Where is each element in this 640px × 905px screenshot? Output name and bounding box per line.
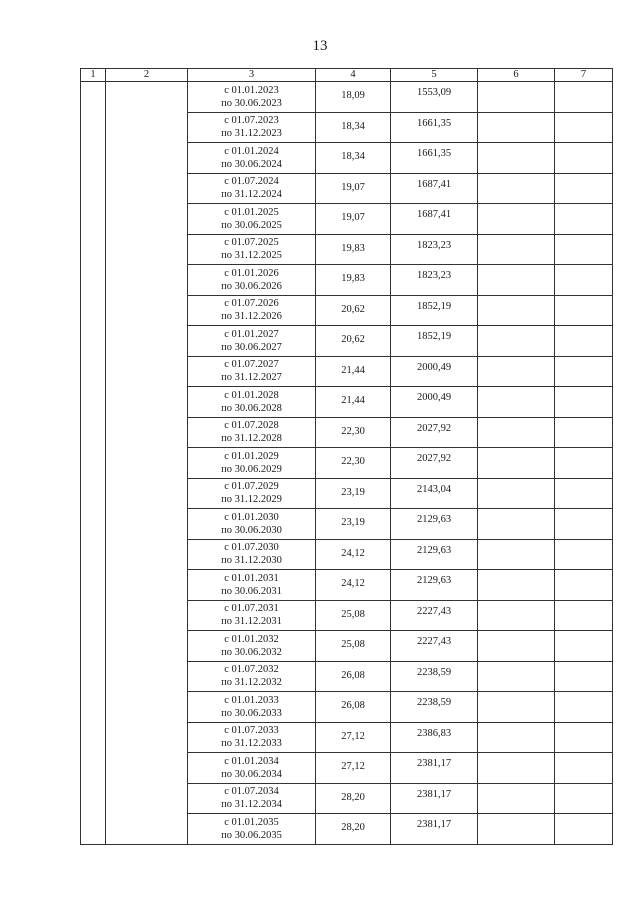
cell-col5: 1823,23 (391, 265, 478, 296)
period-to: по 30.06.2023 (221, 97, 282, 109)
cell-col6 (478, 234, 555, 265)
cell-col4: 21,44 (316, 387, 391, 418)
period-from: с 01.01.2032 (224, 633, 279, 645)
period-from: с 01.07.2030 (224, 542, 279, 554)
period-from: с 01.01.2029 (224, 450, 279, 462)
cell-period (188, 692, 316, 723)
period-to: по 31.12.2033 (221, 738, 282, 750)
period-from: с 01.07.2025 (224, 237, 279, 249)
period-to: по 30.06.2032 (221, 646, 282, 658)
cell-col7 (555, 356, 613, 387)
cell-col7 (555, 173, 613, 204)
cell-period (188, 570, 316, 601)
cell-col5: 1661,35 (391, 143, 478, 174)
cell-col7 (555, 509, 613, 540)
cell-col6 (478, 753, 555, 784)
period-to: по 31.12.2029 (221, 494, 282, 506)
period-to: по 30.06.2024 (221, 158, 282, 170)
period-to: по 30.06.2028 (221, 402, 282, 414)
period-to: по 31.12.2026 (221, 311, 282, 323)
cell-col6 (478, 570, 555, 601)
cell-period (188, 631, 316, 662)
cell-col7 (555, 265, 613, 296)
period-to: по 30.06.2030 (221, 524, 282, 536)
cell-col5: 2381,17 (391, 783, 478, 814)
cell-col7 (555, 112, 613, 143)
cell-period (188, 814, 316, 845)
cell-col7 (555, 722, 613, 753)
cell-col5: 2000,49 (391, 387, 478, 418)
cell-col4: 22,30 (316, 417, 391, 448)
cell-col5: 2381,17 (391, 753, 478, 784)
cell-col5: 2027,92 (391, 448, 478, 479)
cell-col4: 23,19 (316, 478, 391, 509)
period-to: по 31.12.2034 (221, 799, 282, 811)
period-to: по 31.12.2025 (221, 250, 282, 262)
cell-col5: 2143,04 (391, 478, 478, 509)
cell-col6 (478, 82, 555, 113)
period-from: с 01.01.2033 (224, 694, 279, 706)
cell-col4: 25,08 (316, 631, 391, 662)
cell-col7 (555, 600, 613, 631)
table-row (81, 82, 613, 113)
period-to: по 30.06.2027 (221, 341, 282, 353)
period-from: с 01.01.2023 (224, 84, 279, 96)
period-from: с 01.07.2023 (224, 115, 279, 127)
cell-col7 (555, 692, 613, 723)
table-body (81, 82, 613, 845)
cell-col7 (555, 326, 613, 357)
cell-col5: 2000,49 (391, 356, 478, 387)
cell-col5: 1852,19 (391, 326, 478, 357)
cell-col5: 1687,41 (391, 204, 478, 235)
tariff-table (80, 68, 613, 845)
period-from: с 01.01.2028 (224, 389, 279, 401)
cell-col4: 20,62 (316, 326, 391, 357)
cell-col4: 24,12 (316, 570, 391, 601)
period-from: с 01.01.2030 (224, 511, 279, 523)
cell-col6 (478, 600, 555, 631)
column-header-2: 2 (106, 69, 188, 82)
period-from: с 01.01.2026 (224, 267, 279, 279)
cell-period (188, 234, 316, 265)
cell-col6 (478, 478, 555, 509)
cell-col5: 2227,43 (391, 600, 478, 631)
period-from: с 01.01.2025 (224, 206, 279, 218)
cell-col4: 19,07 (316, 173, 391, 204)
cell-col7 (555, 570, 613, 601)
cell-col6 (478, 539, 555, 570)
cell-col6 (478, 661, 555, 692)
cell-col5: 1852,19 (391, 295, 478, 326)
cell-col6 (478, 783, 555, 814)
cell-col4: 22,30 (316, 448, 391, 479)
cell-col6 (478, 112, 555, 143)
cell-col4: 25,08 (316, 600, 391, 631)
cell-col6 (478, 326, 555, 357)
column-header-7: 7 (555, 69, 613, 82)
column-header-3: 3 (188, 69, 316, 82)
cell-period (188, 326, 316, 357)
cell-col5: 2238,59 (391, 692, 478, 723)
cell-col7 (555, 143, 613, 174)
header-row (81, 69, 613, 82)
column-header-5: 5 (391, 69, 478, 82)
cell-col4: 28,20 (316, 814, 391, 845)
period-to: по 31.12.2023 (221, 128, 282, 140)
cell-col6 (478, 631, 555, 662)
cell-period (188, 173, 316, 204)
cell-col4: 27,12 (316, 753, 391, 784)
cell-period (188, 265, 316, 296)
cell-period (188, 295, 316, 326)
period-from: с 01.01.2035 (224, 816, 279, 828)
cell-col7 (555, 631, 613, 662)
column-header-6: 6 (478, 69, 555, 82)
cell-col6 (478, 143, 555, 174)
column-header-4: 4 (316, 69, 391, 82)
cell-period (188, 387, 316, 418)
cell-col7 (555, 234, 613, 265)
cell-period (188, 509, 316, 540)
cell-period (188, 539, 316, 570)
period-to: по 30.06.2026 (221, 280, 282, 292)
cell-col5: 1687,41 (391, 173, 478, 204)
cell-col5: 2238,59 (391, 661, 478, 692)
period-from: с 01.07.2024 (224, 176, 279, 188)
cell-period (188, 143, 316, 174)
cell-col7 (555, 814, 613, 845)
period-to: по 30.06.2034 (221, 768, 282, 780)
cell-col5: 2129,63 (391, 509, 478, 540)
period-to: по 31.12.2031 (221, 616, 282, 628)
cell-col6 (478, 448, 555, 479)
cell-col7 (555, 82, 613, 113)
period-from: с 01.01.2027 (224, 328, 279, 340)
cell-col4: 19,83 (316, 234, 391, 265)
cell-col4: 18,34 (316, 143, 391, 174)
period-to: по 30.06.2029 (221, 463, 282, 475)
cell-col6 (478, 417, 555, 448)
cell-col6 (478, 692, 555, 723)
cell-col4: 18,34 (316, 112, 391, 143)
cell-col4: 26,08 (316, 692, 391, 723)
cell-col6 (478, 509, 555, 540)
period-to: по 30.06.2035 (221, 829, 282, 841)
period-from: с 01.07.2031 (224, 603, 279, 615)
period-to: по 31.12.2028 (221, 433, 282, 445)
cell-col7 (555, 753, 613, 784)
cell-col6 (478, 387, 555, 418)
cell-col1 (81, 82, 106, 845)
cell-col4: 19,07 (316, 204, 391, 235)
period-from: с 01.07.2034 (224, 786, 279, 798)
cell-col5: 2027,92 (391, 417, 478, 448)
cell-col2 (106, 82, 188, 845)
cell-period (188, 783, 316, 814)
period-to: по 30.06.2031 (221, 585, 282, 597)
cell-col7 (555, 204, 613, 235)
cell-col4: 26,08 (316, 661, 391, 692)
cell-col6 (478, 722, 555, 753)
cell-period (188, 722, 316, 753)
period-from: с 01.07.2028 (224, 420, 279, 432)
cell-col4: 21,44 (316, 356, 391, 387)
period-from: с 01.07.2027 (224, 359, 279, 371)
period-from: с 01.07.2029 (224, 481, 279, 493)
period-from: с 01.07.2026 (224, 298, 279, 310)
period-from: с 01.01.2031 (224, 572, 279, 584)
period-from: с 01.07.2033 (224, 725, 279, 737)
cell-col7 (555, 448, 613, 479)
page-number: 13 (312, 38, 328, 54)
cell-col5: 1661,35 (391, 112, 478, 143)
cell-col5: 2386,83 (391, 722, 478, 753)
period-from: с 01.01.2034 (224, 755, 279, 767)
cell-period (188, 753, 316, 784)
cell-col4: 19,83 (316, 265, 391, 296)
cell-col6 (478, 173, 555, 204)
cell-col4: 28,20 (316, 783, 391, 814)
cell-period (188, 600, 316, 631)
period-to: по 30.06.2033 (221, 707, 282, 719)
cell-col7 (555, 783, 613, 814)
column-header-1: 1 (81, 69, 106, 82)
cell-col5: 1553,09 (391, 82, 478, 113)
cell-col5: 2381,17 (391, 814, 478, 845)
period-to: по 31.12.2032 (221, 677, 282, 689)
cell-period (188, 448, 316, 479)
cell-col7 (555, 417, 613, 448)
cell-col6 (478, 814, 555, 845)
period-from: с 01.07.2032 (224, 664, 279, 676)
cell-col6 (478, 265, 555, 296)
cell-period (188, 417, 316, 448)
cell-col7 (555, 387, 613, 418)
cell-period (188, 478, 316, 509)
cell-col6 (478, 295, 555, 326)
cell-col7 (555, 478, 613, 509)
cell-col7 (555, 661, 613, 692)
cell-col5: 2129,63 (391, 570, 478, 601)
cell-col5: 2227,43 (391, 631, 478, 662)
cell-period (188, 112, 316, 143)
cell-period (188, 82, 316, 113)
cell-col4: 20,62 (316, 295, 391, 326)
period-to: по 31.12.2024 (221, 189, 282, 201)
cell-col4: 23,19 (316, 509, 391, 540)
cell-period (188, 356, 316, 387)
cell-col4: 18,09 (316, 82, 391, 113)
period-from: с 01.01.2024 (224, 145, 279, 157)
cell-col5: 1823,23 (391, 234, 478, 265)
cell-col7 (555, 539, 613, 570)
period-to: по 30.06.2025 (221, 219, 282, 231)
cell-col5: 2129,63 (391, 539, 478, 570)
cell-col7 (555, 295, 613, 326)
period-to: по 31.12.2027 (221, 372, 282, 384)
cell-col6 (478, 356, 555, 387)
cell-period (188, 661, 316, 692)
cell-col6 (478, 204, 555, 235)
period-to: по 31.12.2030 (221, 555, 282, 567)
cell-col4: 27,12 (316, 722, 391, 753)
cell-col4: 24,12 (316, 539, 391, 570)
cell-period (188, 204, 316, 235)
